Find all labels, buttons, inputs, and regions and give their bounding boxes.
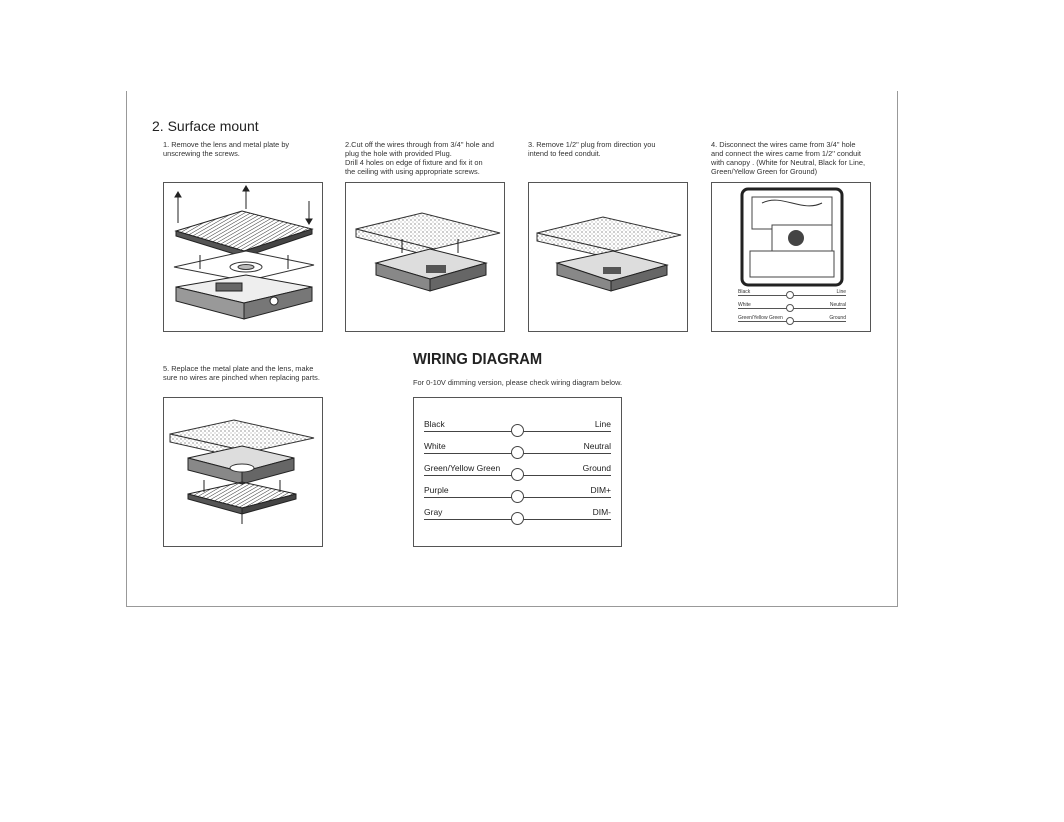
step-1-illustration xyxy=(163,182,323,332)
terminal-label: Line xyxy=(594,419,611,429)
terminal-label: Line xyxy=(836,289,846,295)
terminal-label: Ground xyxy=(582,463,611,473)
terminal-circle xyxy=(511,446,524,459)
wire-color-label: White xyxy=(424,441,446,451)
wiring-row xyxy=(424,463,611,485)
terminal-circle xyxy=(511,468,524,481)
terminal-label: Neutral xyxy=(583,441,611,451)
terminal-circle xyxy=(786,291,794,299)
mini-wiring-row xyxy=(738,315,846,327)
step-3-caption: 3. Remove 1/2" plug from direction you intend to feed conduit. xyxy=(528,140,656,158)
step-5-caption: 5. Replace the metal plate and the lens, make sure no wires are pinched when replacing parts. xyxy=(163,364,320,382)
step-2-illustration xyxy=(345,182,505,332)
step-1-caption: 1. Remove the lens and metal plate by unscrewing the screws. xyxy=(163,140,290,158)
wiring-row xyxy=(424,507,611,529)
terminal-circle xyxy=(511,512,524,525)
terminal-circle xyxy=(511,424,524,437)
terminal-circle xyxy=(511,490,524,503)
wiring-diagram-note: For 0-10V dimming version, please check wiring diagram below. xyxy=(413,378,623,387)
terminal-circle xyxy=(786,304,794,312)
wire-color-label: Green/Yellow Green xyxy=(738,315,783,321)
wiring-diagram-title: WIRING DIAGRAM xyxy=(413,351,543,368)
mini-wiring-row xyxy=(738,302,846,314)
step-4-caption: 4. Disconnect the wires came from 3/4'' hole and connect the wires came from 1/2'' conduit with canopy . (White for Neutral, Black for Line, Green/Yellow Green for Ground) xyxy=(711,140,866,176)
terminal-label: DIM+ xyxy=(590,485,611,495)
wiring-row xyxy=(424,419,611,441)
wiring-diagram-box xyxy=(413,397,622,547)
wiring-row xyxy=(424,485,611,507)
wire-color-label: Green/Yellow Green xyxy=(424,463,501,473)
step-3-illustration xyxy=(528,182,688,332)
wire-color-label: Black xyxy=(424,419,445,429)
step-2-caption: 2.Cut off the wires through from 3/4'' hole and plug the hole with provided Plug. Drill 4 holes on edge of fixture and fix it on the ceiling with using appropriate screws. xyxy=(345,140,494,176)
terminal-label: Neutral xyxy=(829,302,846,308)
terminal-circle xyxy=(786,317,794,325)
section-title: 2. Surface mount xyxy=(152,118,259,134)
mini-wiring-row xyxy=(738,289,846,301)
wire-color-label: Purple xyxy=(424,485,449,495)
terminal-label: DIM- xyxy=(592,507,611,517)
wire-color-label: Black xyxy=(738,289,751,295)
wire-color-label: White xyxy=(738,302,751,308)
wiring-row xyxy=(424,441,611,463)
terminal-label: Ground xyxy=(829,315,846,321)
step-5-illustration xyxy=(163,397,323,547)
wire-color-label: Gray xyxy=(424,507,443,517)
